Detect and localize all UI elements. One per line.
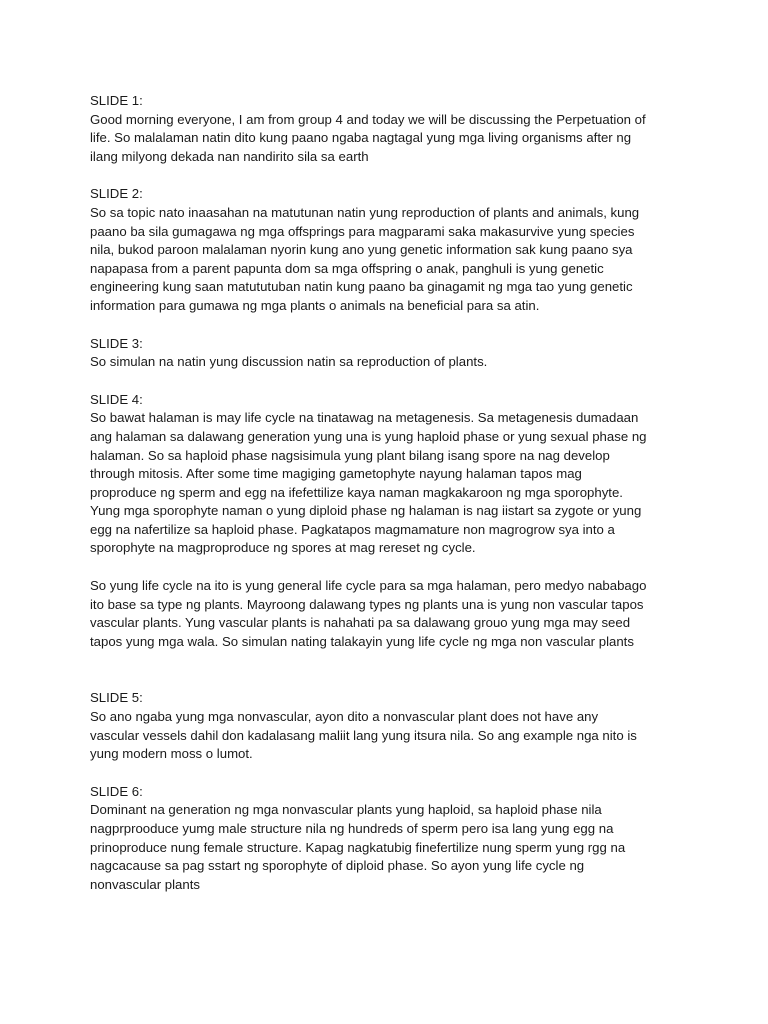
slide-2-paragraph: So sa topic nato inaasahan na matutunan natin yung reproduction of plants and animals, kung paano ba sila gumagawa ng mga offsprings para magparami saka makasurvive yung species nila, bukod paroon malalaman nyorin kung ano yung genetic information sak kung paano sya napapasa from a parent papunta dom sa mga offspring o anak, panghuli is yung genetic engineering kung saan matututuban natin kung paano ba ginagamit ng mga tao yung genetic information para gumawa ng mga plants o animals na beneficial para sa atin.: [90, 204, 640, 313]
slide-4-paragraph-1: So bawat halaman is may life cycle na tinatawag na metagenesis. Sa metagenesis dumadaan ang halaman sa dalawang generation yung una is yung haploid phase or yung sexual phase ng halaman. So sa haploid phase nagsisimula yung plant bilang isang spore na nag develop through mitosis. After some time magiging gametophyte nayung halaman tapos mag proproduce ng sperm and egg na ifefettilize kaya naman magkakaroon ng mga sporophyte. Yung mga sporophyte naman o yung diploid phase ng halaman is nag iistart sa zygote or yung egg na nafertilize sa haploid phase. Pagkatapos magmamature non magrogrow sya into a sporophyte na magproproduce ng spores at mag rereset ng cycle.: [90, 410, 647, 556]
slide-1-section: [90, 92, 690, 166]
slide-6-section: [90, 783, 690, 895]
slide-4-paragraph-2: So yung life cycle na ito is yung general life cycle para sa mga halaman, pero medyo nababago ito base sa type ng plants. Mayroong dalawang types ng plants una is yung non vascular tapos vascular plants. Yung vascular plants is nahahati pa sa dalawang grouo yung mga may seed tapos yung mga wala. So simulan nating talakayin yung life cycle ng mga non vascular plants: [90, 578, 647, 649]
slide-1-paragraph: Good morning everyone, I am from group 4 and today we will be discussing the Perpetuation of life. So malalaman natin dito kung paano ngaba nagtagal yung mga living organisms after ng ilang milyong dekada nan nandirito sila sa earth: [90, 111, 646, 164]
slide-3-heading: SLIDE 3:: [90, 335, 143, 351]
document-page: [90, 92, 690, 894]
slide-3-paragraph: So simulan na natin yung discussion natin sa reproduction of plants.: [90, 354, 488, 370]
slide-5-paragraph: So ano ngaba yung mga nonvascular, ayon dito a nonvascular plant does not have any vascular vessels dahil don kadalasang maliit lang yung itsura nila. So ang example nga nito is yung modern moss o lumot.: [90, 709, 637, 762]
slide-3-section: [90, 335, 690, 372]
slide-4-heading: SLIDE 4:: [90, 391, 143, 407]
slide-2-heading: SLIDE 2:: [90, 186, 143, 202]
slide-1-heading: SLIDE 1:: [90, 93, 143, 108]
slide-5-section: [90, 689, 690, 763]
slide-2-section: [90, 185, 690, 315]
slide-6-heading: SLIDE 6:: [90, 783, 143, 799]
slide-6-paragraph: Dominant na generation ng mga nonvascular plants yung haploid, sa haploid phase nila nagprprooduce yumg male structure nila ng hundreds of sperm pero isa lang yung egg na prinoproduce nung female structure. Kapag nagkatubig finefertilize nung sperm yung rgg na nagcacause sa pag sstart ng sporophyte of diploid phase. So ayon yung life cycle ng nonvascular plants: [90, 802, 626, 892]
slide-5-heading: SLIDE 5:: [90, 690, 143, 706]
slide-4-section: [90, 391, 690, 652]
